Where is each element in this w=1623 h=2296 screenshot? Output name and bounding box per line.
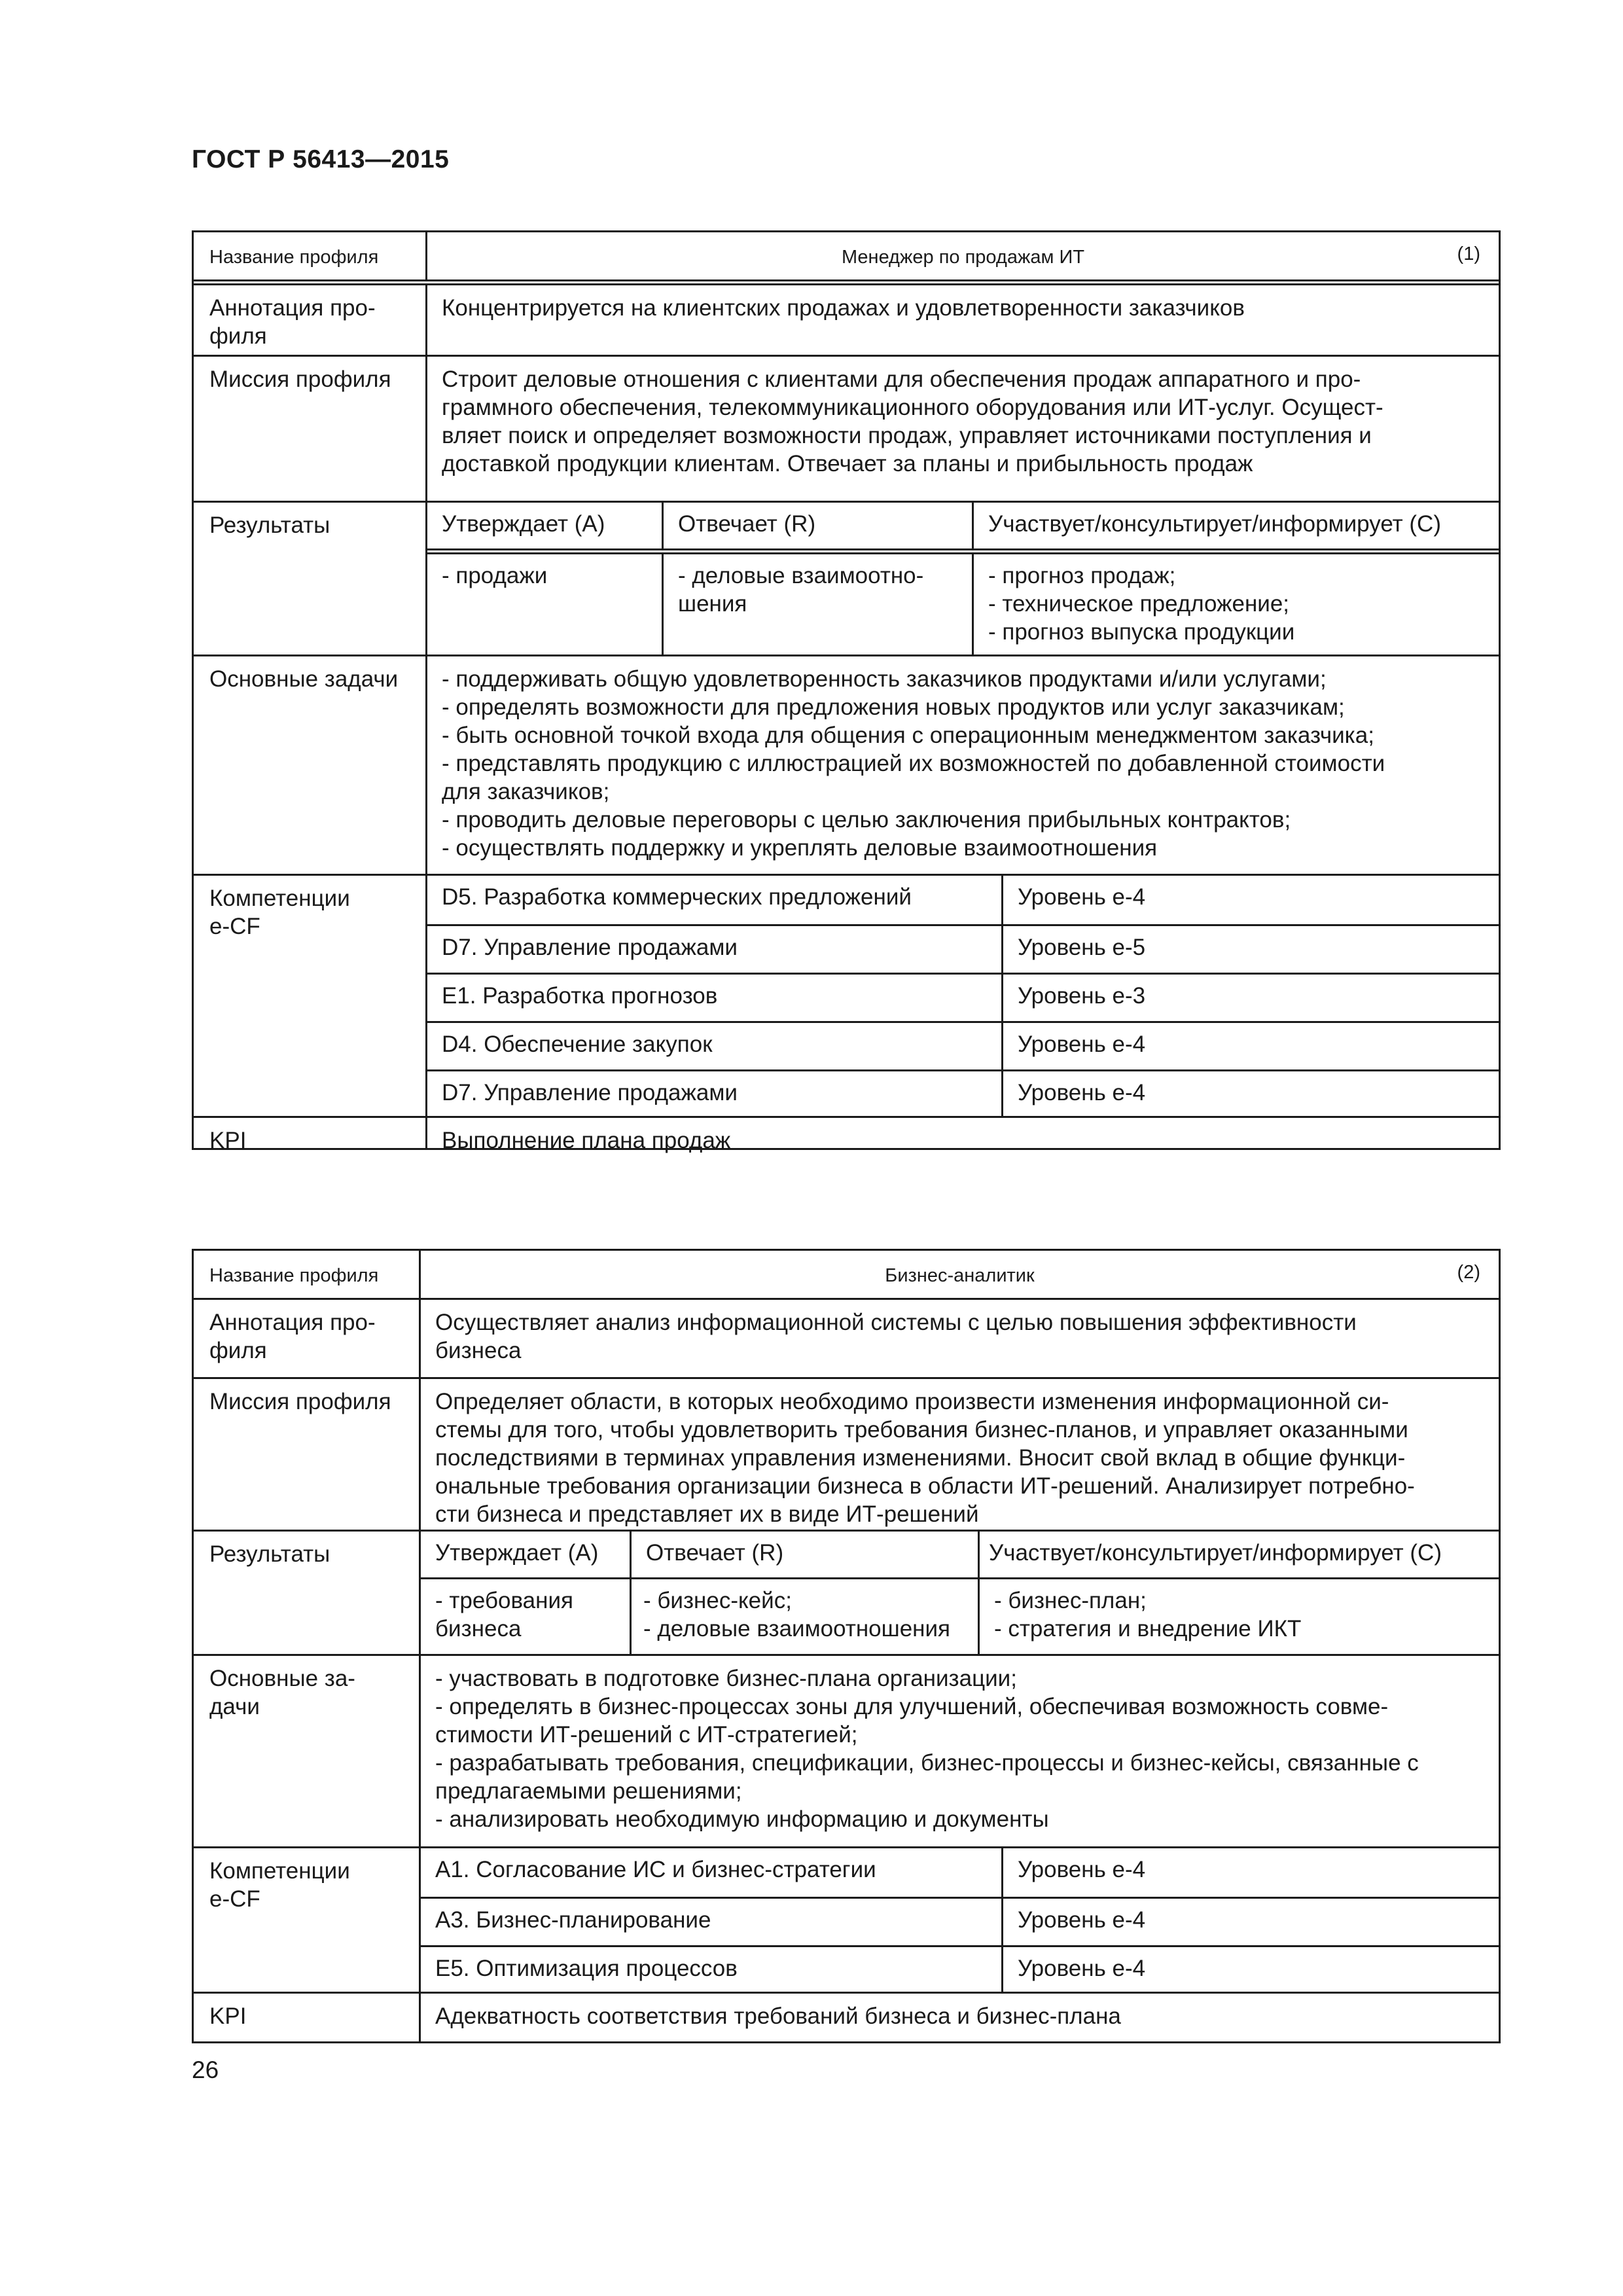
competence-name: D5. Разработка коммерческих предложений <box>427 876 1003 924</box>
mission-label: Миссия профиля <box>194 1379 421 1532</box>
competence-row <box>427 1069 1499 1118</box>
participates-header: Участвует/консультирует/информирует (С) <box>989 1540 1442 1566</box>
competences-label: Компетенции e-CF <box>194 876 427 1118</box>
competence-row <box>427 924 1499 975</box>
profile-title-row <box>194 232 1499 279</box>
tasks-row <box>194 655 1499 876</box>
results-values-row <box>421 1577 1499 1656</box>
annotation-text: Концентрируется на клиентских продажах и удовлетворенности заказчиков <box>442 295 1245 321</box>
annotation-label: Аннотация про- филя <box>194 1300 421 1379</box>
responsible-value: - деловые взаимоотно- шения <box>664 554 974 656</box>
profile-table-2 <box>192 1249 1501 2043</box>
tasks-text: - участвовать в подготовке бизнес-плана организации; - определять в бизнес-процессах зоны для улучшений, обеспечивая возможность совме- стимости ИТ-решений с ИТ-стратегией; - разрабатывать требования, спецификации, бизнес-процессы и бизнес-кейсы, связанные с предлагаемыми решениями; - анализировать необходимую информацию и документы <box>435 1666 1419 1832</box>
profile-name-label: Название профиля <box>194 232 427 279</box>
competence-name: D7. Управление продажами <box>427 1071 1003 1118</box>
competence-level: Уровень е-4 <box>1018 1857 1146 1882</box>
competence-name: А1. Согласование ИС и бизнес-стратегии <box>421 1848 1003 1897</box>
annotation-row <box>194 1298 1499 1379</box>
profile-number: (2) <box>1457 1262 1480 1283</box>
competence-row <box>427 1021 1499 1071</box>
competences-label: Компетенции e-CF <box>194 1848 421 1994</box>
kpi-row <box>194 1116 1499 1153</box>
kpi-text: Адекватность соответствия требований бизнеса и бизнес-плана <box>435 2003 1121 2029</box>
competence-level: Уровень е-4 <box>1018 1956 1146 1981</box>
approves-header: Утверждает (A) <box>421 1532 632 1577</box>
results-row <box>194 501 1499 656</box>
competences-grid <box>421 1848 1499 1994</box>
results-label: Результаты <box>194 503 427 656</box>
responsible-header: Отвечает (R) <box>632 1532 980 1577</box>
approves-header: Утверждает (A) <box>427 503 664 548</box>
approves-value: - продажи <box>427 554 664 656</box>
profile-table-1 <box>192 230 1501 1153</box>
results-grid <box>421 1532 1499 1656</box>
kpi-text: Выполнение плана продаж <box>442 1128 731 1153</box>
mission-row <box>194 355 1499 503</box>
competence-row <box>427 876 1499 924</box>
results-header-row <box>421 1532 1499 1577</box>
competence-row <box>421 1897 1499 1947</box>
profile-title: Менеджер по продажам ИТ <box>841 247 1085 268</box>
competence-name: D7. Управление продажами <box>427 926 1003 975</box>
competences-row <box>194 874 1499 1118</box>
annotation-row <box>194 279 1499 361</box>
results-row <box>194 1530 1499 1656</box>
page-number: 26 <box>192 2056 219 2083</box>
profile-title-row <box>194 1251 1499 1298</box>
competences-row <box>194 1846 1499 1994</box>
competence-level: Уровень е-4 <box>1018 1907 1146 1933</box>
participates-value: - бизнес-план; - стратегия и внедрение ИКТ <box>994 1588 1302 1641</box>
participates-value: - прогноз продаж; - техническое предложение; - прогноз выпуска продукции <box>988 563 1295 645</box>
competence-level: Уровень е-4 <box>1018 1080 1146 1105</box>
competence-row <box>421 1848 1499 1897</box>
tasks-label: Основные за- дачи <box>194 1656 421 1848</box>
tasks-label: Основные задачи <box>194 656 427 876</box>
results-grid <box>427 503 1499 656</box>
competence-name: Е5. Оптимизация процессов <box>421 1947 1003 1994</box>
profile-number: (1) <box>1457 243 1480 264</box>
competences-grid <box>427 876 1499 1118</box>
kpi-label: KPI <box>194 1118 427 1148</box>
results-values-row <box>427 548 1499 656</box>
competence-name: А3. Бизнес-планирование <box>421 1899 1003 1947</box>
competence-level: Уровень е-4 <box>1018 1031 1146 1057</box>
responsible-value: - бизнес-кейс; - деловые взаимоотношения <box>632 1579 980 1656</box>
competence-name: D4. Обеспечение закупок <box>427 1023 1003 1071</box>
tasks-row <box>194 1654 1499 1848</box>
kpi-label: KPI <box>194 1994 421 2041</box>
competence-level: Уровень е-4 <box>1018 884 1146 910</box>
mission-text: Определяет области, в которых необходимо произвести изменения информационной си- стемы для того, чтобы удовлетворить требования бизнес-планов, и управляет оказанными последствиями в терминах управления изменениями. Вносит свой вклад в общие функци- ональные требования организации бизнеса в области ИТ-решений. Анализирует потребно- сти бизнеса и представляет их в виде ИТ-решений <box>435 1389 1415 1527</box>
profile-title: Бизнес-аналитик <box>885 1265 1035 1286</box>
competence-level: Уровень е-3 <box>1018 983 1146 1009</box>
mission-text: Строит деловые отношения с клиентами для обеспечения продаж аппаратного и про- граммного обеспечения, телекоммуникационного оборудования или ИТ-услуг. Осущест- вляет поиск и определяет возможности продаж, управляет источниками поступления и доставкой продукции клиентам. Отвечает за планы и прибыльность продаж <box>442 367 1383 476</box>
competence-name: Е1. Разработка прогнозов <box>427 975 1003 1023</box>
profile-name-label: Название профиля <box>194 1251 421 1298</box>
competence-level: Уровень е-5 <box>1018 935 1146 960</box>
approves-value: - требования бизнеса <box>421 1579 632 1656</box>
kpi-row <box>194 1992 1499 2041</box>
participates-header: Участвует/консультирует/информирует (С) <box>988 511 1441 537</box>
mission-row <box>194 1377 1499 1532</box>
annotation-text: Осуществляет анализ информационной системы с целью повышения эффективности бизнеса <box>435 1310 1357 1363</box>
competence-row <box>427 973 1499 1023</box>
competence-row <box>421 1945 1499 1994</box>
responsible-header: Отвечает (R) <box>664 503 974 548</box>
annotation-label: Аннотация про- филя <box>194 285 427 361</box>
mission-label: Миссия профиля <box>194 357 427 503</box>
tasks-text: - поддерживать общую удовлетворенность заказчиков продуктами и/или услугами; - определять возможности для предложения новых продуктов или услуг заказчикам; - быть основной точкой входа для общения с операционным менеджментом заказчика; - представлять продукцию с иллюстрацией их возможностей по добавленной стоимости для заказчиков; - проводить деловые переговоры с целью заключения прибыльных контрактов; - осуществлять поддержку и укреплять деловые взаимоотношения <box>442 666 1385 861</box>
results-header-row <box>427 503 1499 548</box>
document-header: ГОСТ Р 56413—2015 <box>192 145 450 173</box>
results-label: Результаты <box>194 1532 421 1656</box>
